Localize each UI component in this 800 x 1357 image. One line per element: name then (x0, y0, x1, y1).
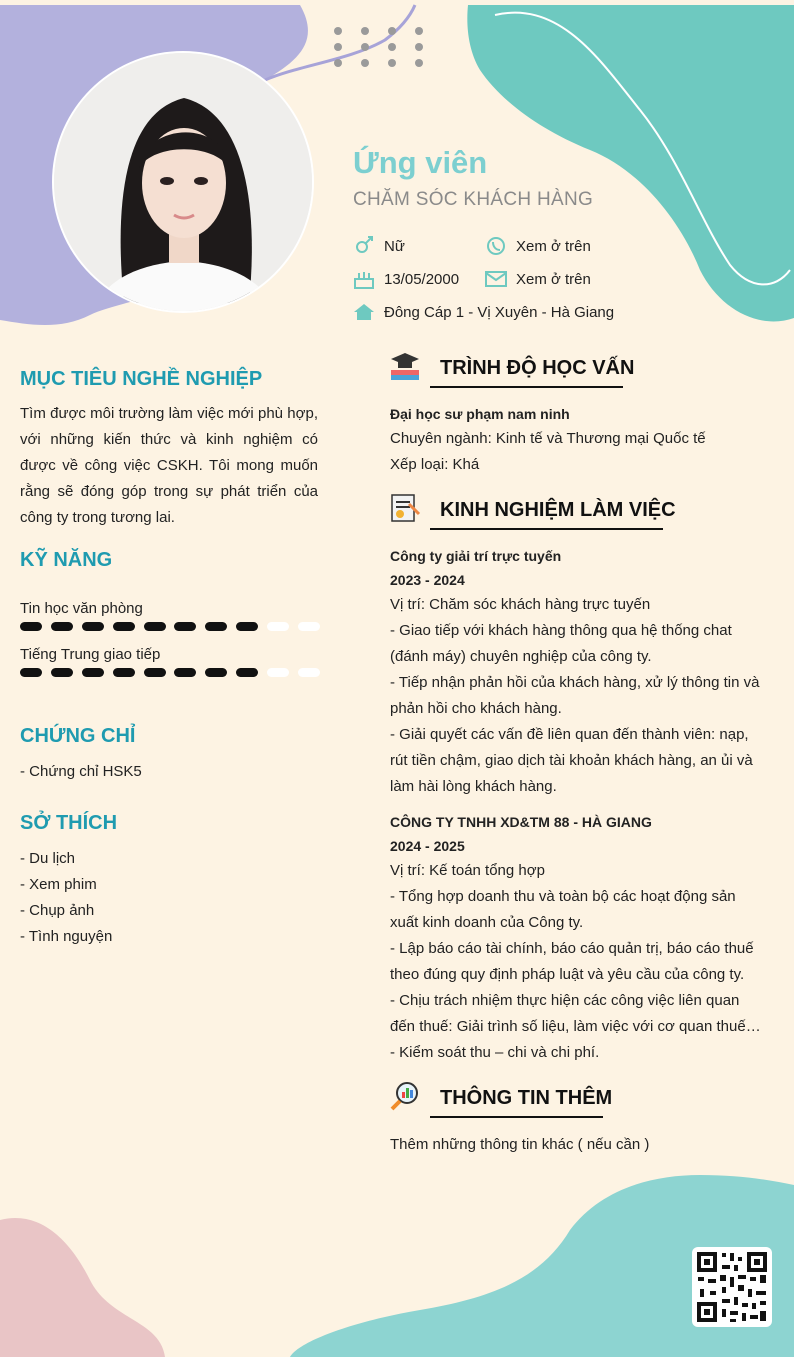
job-period: 2024 - 2025 (390, 838, 465, 854)
skill-label: Tin học văn phòng (20, 600, 143, 617)
home-icon (353, 302, 375, 322)
skill-segment (82, 622, 104, 631)
education-underline (430, 386, 623, 388)
job-duty: - Tổng hợp doanh thu và toàn bộ các hoạt động sản xuất kinh doanh của Công ty. (390, 888, 736, 931)
address-info (353, 302, 614, 322)
email-icon (485, 269, 507, 289)
skill-bar (20, 622, 320, 632)
skill-label: Tiếng Trung giao tiếp (20, 646, 161, 663)
job-period: 2023 - 2024 (390, 572, 465, 588)
certificates-heading: CHỨNG CHỈ (20, 725, 136, 747)
gender-info (353, 236, 405, 256)
skills-heading: KỸ NĂNG (20, 549, 113, 571)
birthday-cake-icon (353, 269, 375, 289)
job-company: CÔNG TY TNHH XD&TM 88 - HÀ GIANG (390, 814, 652, 830)
magnifier-chart-icon (389, 1080, 421, 1112)
job-duty: - Giao tiếp với khách hàng thông qua hệ thống chat (đánh máy) chuyên nghiệp của công ty. (390, 622, 732, 665)
job-company: Công ty giải trí trực tuyến (390, 548, 562, 564)
skill-segment (174, 622, 196, 631)
skill-segment (205, 668, 227, 677)
education-school: Đại học sư phạm nam ninh (390, 406, 570, 422)
candidate-name: Ứng viên (353, 145, 488, 180)
hobby-item: - Xem phim (20, 876, 97, 893)
birthdate-value: 13/05/2000 (384, 270, 460, 288)
email-value: Xem ở trên (516, 270, 591, 288)
hobbies-heading: SỞ THÍCH (20, 812, 118, 834)
skill-segment (236, 668, 258, 677)
report-icon (389, 492, 421, 524)
experience-underline (430, 528, 663, 530)
job-position: Vị trí: Kế toán tổng hợp (390, 862, 545, 879)
qr-code (692, 1247, 772, 1327)
hobby-item: - Du lịch (20, 850, 76, 867)
skill-segment (236, 622, 258, 631)
skill-segment (113, 668, 135, 677)
email-info (485, 269, 591, 289)
skill-segment (51, 622, 73, 631)
avatar (52, 51, 314, 313)
certificate-item: - Chứng chỉ HSK5 (20, 763, 142, 780)
objective-heading: MỤC TIÊU NGHỀ NGHIỆP (20, 368, 263, 390)
job-duty: - Giải quyết các vấn đề liên quan đến thành viên: nạp, rút tiền chậm, giao dịch tài khoản khách hàng, an ủi và làm hài lòng khách hàng. (390, 726, 753, 795)
job-duty: - Lập báo cáo tài chính, báo cáo quản trị, báo cáo thuế theo đúng quy định pháp luật và yêu cầu của công ty. (390, 940, 754, 983)
skill-segment (174, 668, 196, 677)
hobby-item: - Tình nguyện (20, 928, 113, 945)
additional-underline (430, 1116, 603, 1118)
qr-code-icon (692, 1247, 772, 1327)
hobby-item: - Chụp ảnh (20, 902, 95, 919)
skill-segment-empty (298, 622, 320, 631)
job-position: Vị trí: Chăm sóc khách hàng trực tuyến (390, 596, 651, 613)
gender-icon (353, 236, 375, 256)
education-major: Chuyên ngành: Kinh tế và Thương mại Quốc tế (390, 430, 706, 447)
skill-segment (144, 622, 166, 631)
birthdate-info (353, 269, 459, 289)
address-value: Đông Cáp 1 - Vị Xuyên - Hà Giang (384, 303, 615, 321)
phone-icon (485, 236, 507, 256)
skill-segment-empty (267, 622, 289, 631)
skill-segment (82, 668, 104, 677)
objective-text: Tìm được môi trường làm việc mới phù hợp, với những kiến thức và kinh nghiệm có được về công việc CSKH. Tôi mong muốn rằng sẽ đóng góp trong sự phát triển của công ty trong tương lai. (20, 405, 318, 526)
skill-segment (51, 668, 73, 677)
additional-heading: THÔNG TIN THÊM (440, 1087, 613, 1109)
skill-segment-empty (267, 668, 289, 677)
phone-info (485, 236, 591, 256)
skill-segment (20, 668, 42, 677)
skill-segment-empty (298, 668, 320, 677)
dots-pattern (334, 27, 423, 67)
pink-blob (0, 1218, 165, 1357)
skill-bar (20, 668, 320, 678)
education-heading: TRÌNH ĐỘ HỌC VẤN (440, 357, 635, 379)
skill-segment (20, 622, 42, 631)
phone-value: Xem ở trên (516, 237, 591, 255)
skill-segment (144, 668, 166, 677)
skill-segment (205, 622, 227, 631)
experience-heading: KINH NGHIỆM LÀM VIỆC (440, 499, 676, 521)
skill-segment (113, 622, 135, 631)
graduation-cap-icon (389, 350, 421, 382)
job-duty: - Chịu trách nhiệm thực hiện các công việc liên quan đến thuế: Giải trình số liệu, làm việc với cơ quan thuế… (390, 992, 761, 1035)
job-duty: - Kiểm soát thu – chi và chi phí. (390, 1044, 600, 1061)
avatar-portrait (54, 53, 312, 311)
gender-value: Nữ (384, 237, 405, 255)
additional-text: Thêm những thông tin khác ( nếu cần ) (390, 1136, 650, 1153)
candidate-role: CHĂM SÓC KHÁCH HÀNG (353, 189, 594, 210)
job-duty: - Tiếp nhận phản hồi của khách hàng, xử lý thông tin và phản hồi cho khách hàng. (390, 674, 760, 717)
education-rank: Xếp loại: Khá (390, 456, 480, 473)
